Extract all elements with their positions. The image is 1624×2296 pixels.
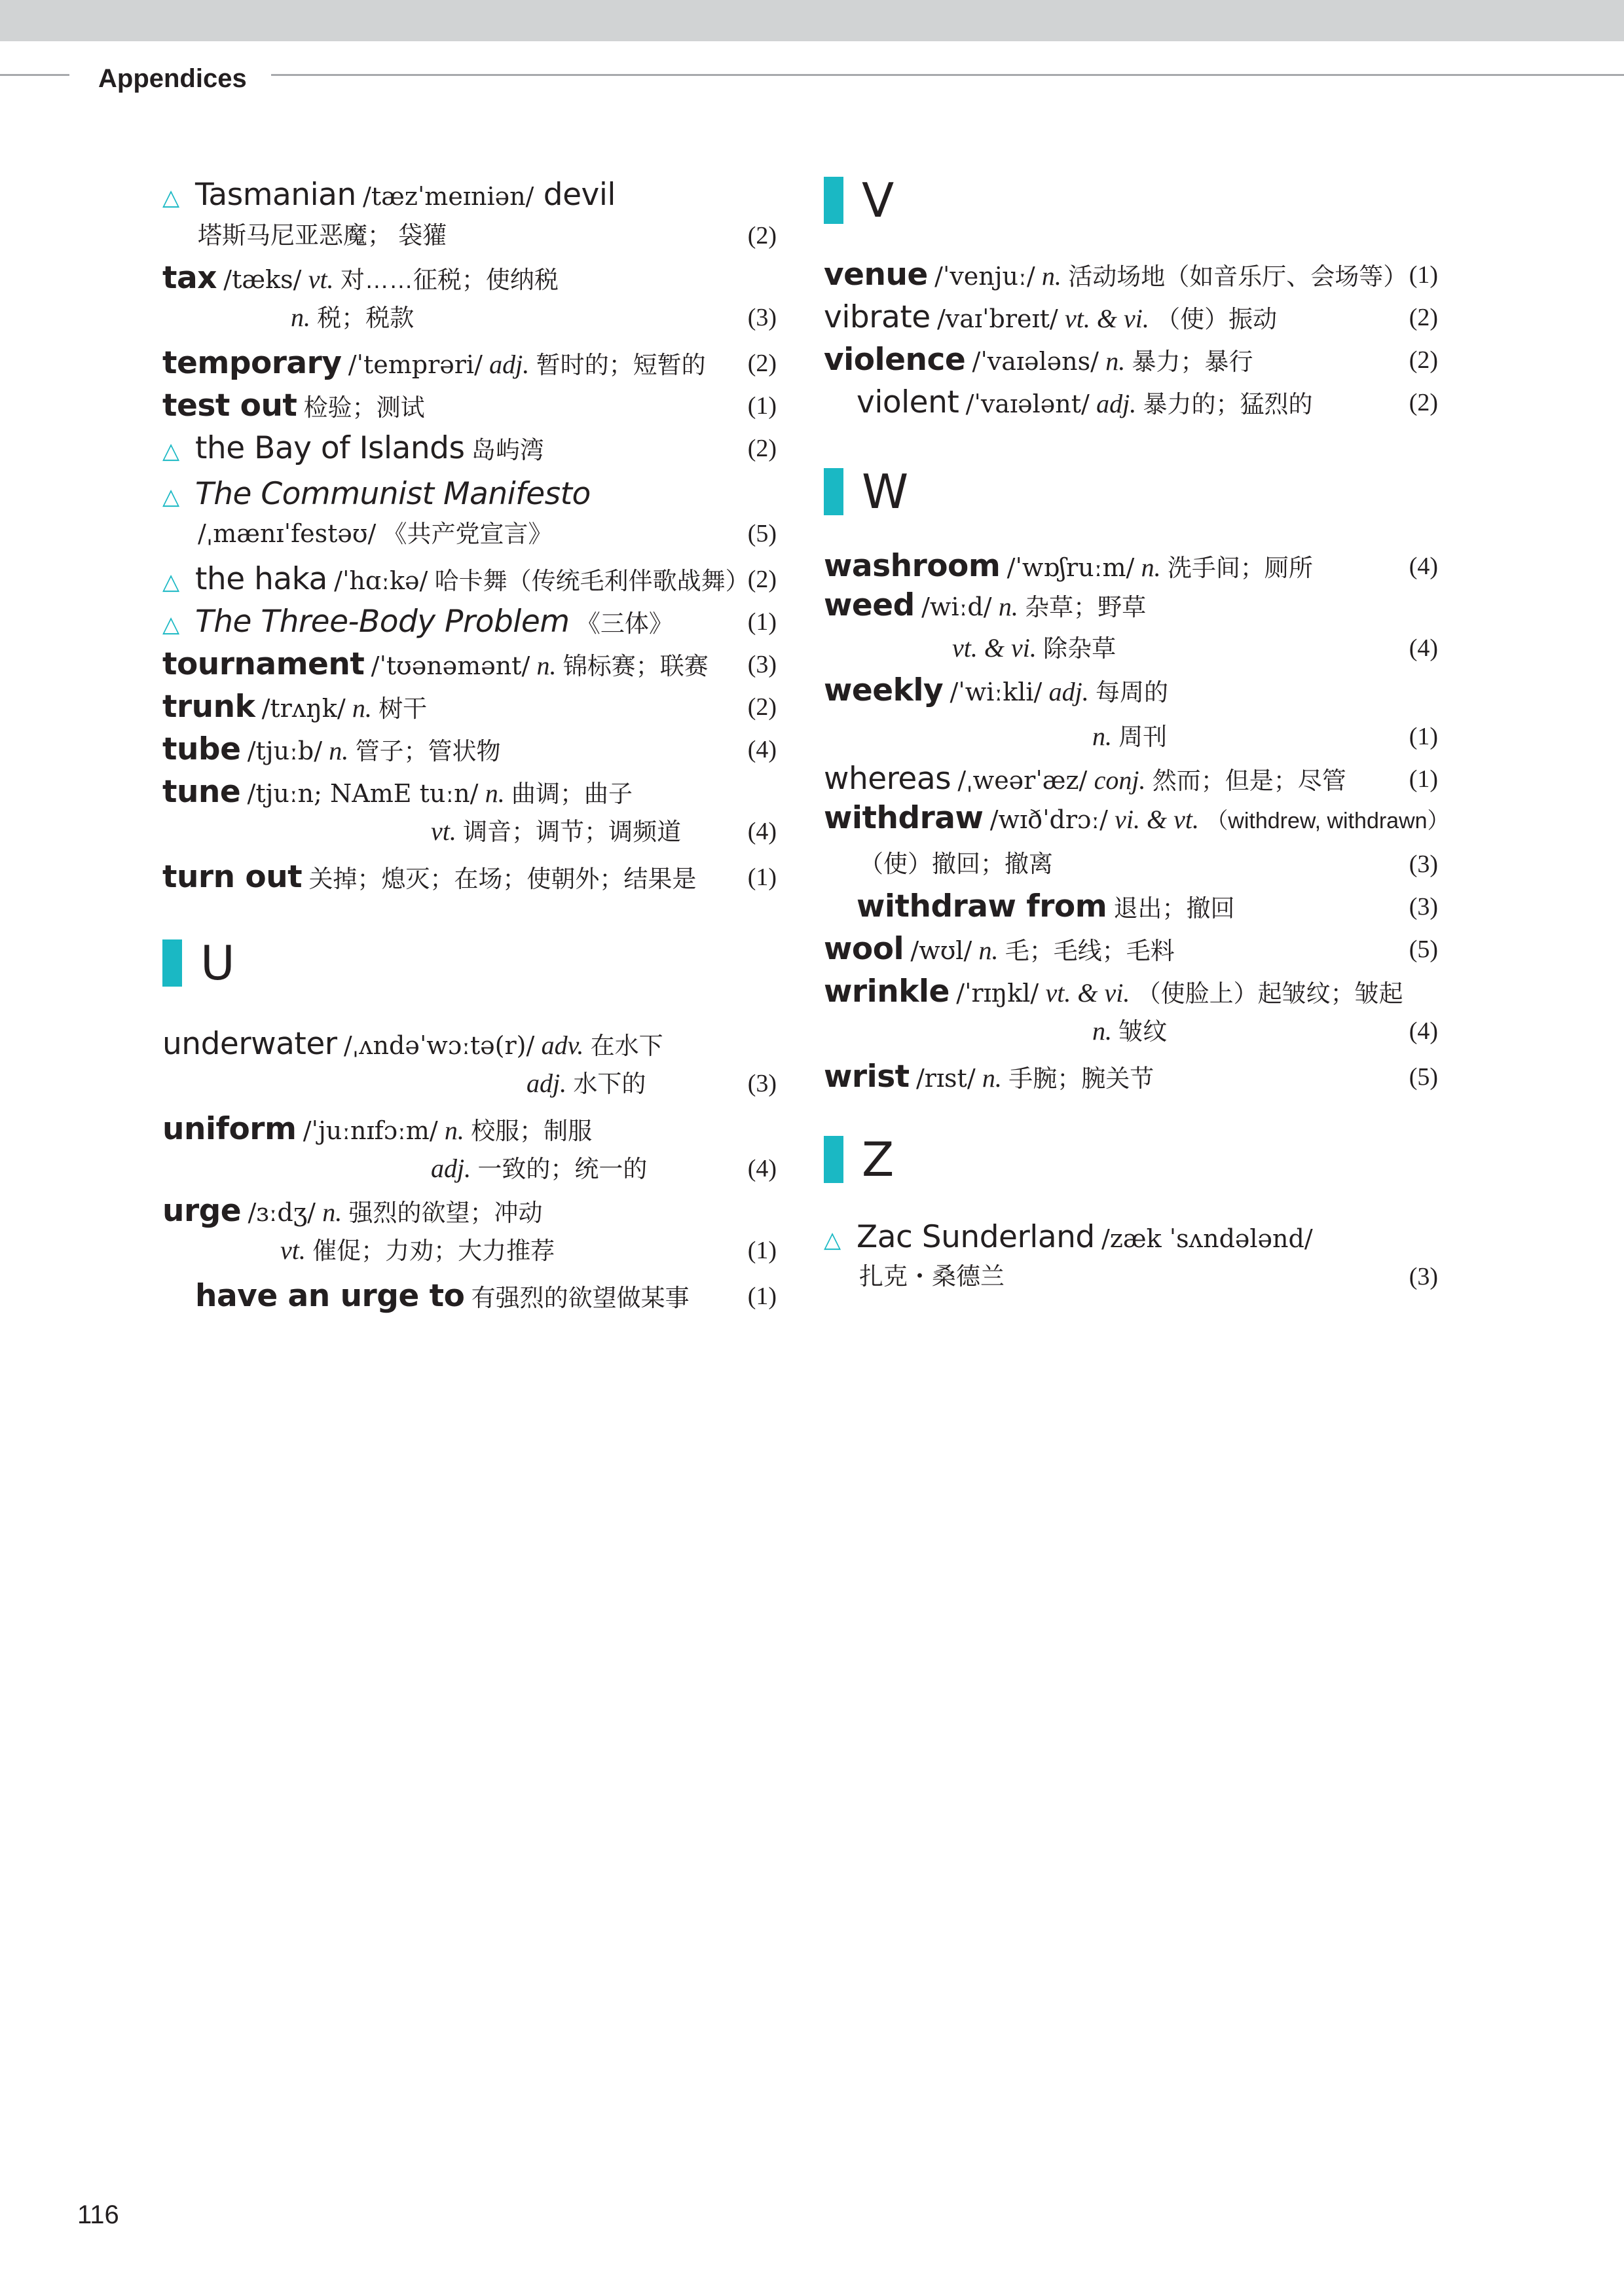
entry-text	[824, 757, 1346, 803]
chinese-definition: 一致的；统一的	[477, 1156, 648, 1182]
headword: wool	[824, 931, 904, 967]
chinese-definition: 杂草；野草	[1025, 594, 1147, 621]
unit-reference: (4)	[1409, 634, 1438, 662]
part-of-speech: n.	[352, 693, 372, 723]
entry-text	[824, 1055, 1154, 1101]
unit-reference: (3)	[1409, 893, 1438, 920]
unit-reference: (2)	[747, 435, 777, 462]
section-accent-bar	[824, 468, 843, 515]
glossary-entry-continuation	[162, 296, 777, 339]
section-letter: Z	[862, 1132, 895, 1187]
section-accent-bar	[824, 1136, 843, 1183]
entry-text	[824, 381, 1313, 426]
section-letter: U	[200, 936, 235, 991]
chinese-definition: 《共产党宣言》	[382, 520, 553, 547]
unit-reference: (5)	[1409, 1063, 1438, 1091]
triangle-marker-icon: △	[162, 612, 180, 637]
part-of-speech: adj.	[526, 1068, 567, 1098]
chinese-definition: （withdrew, withdrawn）	[1206, 809, 1450, 833]
unit-reference: (3)	[747, 651, 777, 678]
entry-text	[824, 885, 1234, 930]
headword: trunk	[162, 689, 255, 725]
headword: violent	[857, 384, 959, 420]
glossary-entry-continuation	[162, 214, 777, 257]
headword: wrist	[824, 1059, 910, 1095]
entry-text	[162, 1190, 543, 1235]
glossary-entry	[824, 381, 1438, 424]
chinese-definition: 关掉；熄灭；在场；使朝外；结果是	[308, 866, 697, 892]
chinese-definition: 皱纹	[1118, 1018, 1168, 1045]
chinese-definition: 毛；毛线；毛料	[1005, 938, 1175, 964]
section-letter: W	[862, 464, 909, 519]
headword: violence	[824, 342, 966, 378]
entry-text	[162, 1023, 663, 1068]
unit-reference: (2)	[747, 693, 777, 721]
headword: uniform	[162, 1111, 297, 1147]
phonetic: /wɪðˈdrɔː/	[989, 805, 1108, 834]
part-of-speech: vt. & vi.	[952, 633, 1037, 663]
part-of-speech: n.	[978, 936, 999, 965]
headword: the haka	[195, 561, 327, 597]
phonetic: /wiːd/	[921, 592, 992, 621]
glossary-entry	[162, 1275, 777, 1318]
triangle-marker-icon: △	[162, 185, 180, 210]
unit-reference: (2)	[747, 566, 777, 593]
phonetic: /ˈwiːkli/	[950, 678, 1043, 706]
phonetic: /ˈhɑːkə/	[334, 566, 428, 595]
unit-reference: (2)	[1409, 389, 1438, 416]
phonetic: /ˈjuːnɪfɔːm/	[303, 1116, 438, 1145]
entry-text	[198, 512, 553, 556]
phonetic: /vaɪˈbreɪt/	[936, 304, 1058, 333]
entry-text	[162, 173, 616, 219]
part-of-speech: n.	[1092, 1016, 1112, 1046]
part-of-speech: n.	[1092, 721, 1112, 751]
glossary-entry	[162, 384, 777, 428]
phonetic: /ˌʌndəˈwɔːtə(r)/	[343, 1031, 535, 1060]
unit-reference: (2)	[747, 350, 777, 377]
header-rule-left	[0, 74, 69, 76]
unit-reference: (2)	[1409, 304, 1438, 331]
header-rule-right	[271, 74, 1624, 76]
glossary-entry	[162, 643, 777, 686]
chinese-definition: 管子；管状物	[355, 738, 501, 765]
headword: weed	[824, 587, 915, 623]
unit-reference: (3)	[1409, 1263, 1438, 1290]
chinese-definition: 有强烈的欲望做某事	[471, 1285, 690, 1311]
chinese-definition: 然而；但是；尽管	[1152, 767, 1346, 794]
chinese-definition: 树干	[378, 695, 428, 722]
entry-text	[162, 342, 706, 387]
unit-reference: (1)	[747, 1283, 777, 1310]
chinese-definition: 周刊	[1118, 723, 1168, 750]
headword: withdraw from	[857, 888, 1107, 924]
glossary-entry	[162, 685, 777, 729]
glossary-entry-continuation	[824, 843, 1438, 886]
headword: tune	[162, 774, 241, 810]
glossary-entry	[162, 1190, 777, 1233]
page-number: 116	[77, 2200, 119, 2229]
chinese-definition: 强烈的欲望；冲动	[348, 1199, 543, 1226]
entry-text	[824, 584, 1146, 629]
unit-reference: (3)	[1409, 850, 1438, 878]
entry-text	[162, 771, 633, 816]
part-of-speech: n.	[1105, 346, 1126, 376]
unit-reference: (4)	[1409, 553, 1438, 580]
headword: The Three-Body Problem	[195, 604, 570, 640]
entry-text	[162, 1108, 592, 1153]
entry-text	[526, 1062, 646, 1106]
unit-reference: (3)	[747, 1070, 777, 1097]
chinese-definition: 锦标赛；联赛	[563, 653, 709, 680]
triangle-marker-icon: △	[824, 1228, 841, 1252]
entry-text	[162, 600, 673, 646]
part-of-speech: n.	[536, 651, 557, 680]
section-accent-bar	[824, 177, 843, 224]
part-of-speech: n.	[291, 302, 310, 332]
phonetic: /ˈtemprəri/	[348, 350, 483, 379]
chinese-definition: 曲调；曲子	[511, 780, 633, 807]
section-accent-bar	[162, 939, 182, 987]
part-of-speech: adj.	[1048, 677, 1089, 706]
phonetic: /ˈrɪŋkl/	[956, 979, 1039, 1008]
chinese-definition: 水下的	[573, 1070, 646, 1097]
chinese-definition: 暂时的；短暂的	[536, 352, 706, 378]
entry-text	[859, 1255, 1005, 1298]
glossary-entry	[162, 771, 777, 814]
phonetic: /wʊl/	[910, 936, 972, 965]
glossary-entry	[162, 427, 777, 470]
part-of-speech: adv.	[541, 1030, 584, 1060]
unit-reference: (2)	[747, 222, 777, 249]
chinese-definition: 活动场地（如音乐厅、会场等）	[1068, 263, 1408, 290]
headword-suffix: devil	[534, 177, 616, 213]
part-of-speech: adj.	[1096, 389, 1137, 418]
phonetic: /ˈwɒʃruːm/	[1006, 553, 1135, 582]
unit-reference: (1)	[1409, 723, 1438, 750]
chinese-definition: 洗手间；厕所	[1167, 555, 1313, 581]
headword: tax	[162, 260, 217, 296]
triangle-marker-icon: △	[162, 439, 180, 464]
part-of-speech: n.	[1041, 261, 1061, 291]
phonetic: /ˈvaɪələns/	[972, 347, 1099, 376]
unit-reference: (4)	[747, 736, 777, 763]
entry-text	[1092, 715, 1167, 759]
part-of-speech: n.	[485, 778, 505, 808]
headword: turn out	[162, 859, 303, 895]
chinese-definition: （使脸上）起皱纹；皱起	[1136, 980, 1403, 1007]
entry-text	[162, 427, 544, 473]
phonetic: /rɪst/	[915, 1064, 976, 1093]
entry-text	[291, 296, 414, 340]
entry-text	[824, 970, 1403, 1015]
glossary-entry	[824, 338, 1438, 382]
part-of-speech: vt.	[308, 264, 334, 294]
headword: temporary	[162, 345, 342, 381]
entry-text	[824, 669, 1168, 714]
glossary-entry	[824, 1216, 1438, 1259]
chinese-definition: 对……征税；使纳税	[340, 266, 559, 293]
glossary-entry	[824, 296, 1438, 339]
headword: wrinkle	[824, 974, 950, 1010]
chinese-definition: 塔斯马尼亚恶魔； 袋獾	[198, 222, 447, 249]
part-of-speech: n.	[444, 1116, 464, 1145]
entry-text	[162, 643, 709, 688]
top-gray-band	[0, 0, 1624, 41]
glossary-entry	[162, 173, 777, 217]
glossary-entry	[162, 1108, 777, 1151]
part-of-speech: vt. & vi.	[1064, 304, 1149, 333]
section-header-title: Appendices	[98, 64, 247, 93]
part-of-speech: conj.	[1094, 765, 1146, 795]
part-of-speech: adj.	[489, 350, 530, 379]
headword: the Bay of Islands	[195, 430, 465, 466]
part-of-speech: n.	[998, 592, 1018, 621]
chinese-definition: 除杂草	[1043, 635, 1116, 662]
phonetic: /ˌweərˈæz/	[957, 766, 1088, 795]
glossary-entry	[824, 797, 1450, 840]
entry-text	[162, 728, 501, 773]
chinese-definition: （使）撤回；撤离	[859, 850, 1053, 877]
glossary-entry	[824, 1055, 1438, 1099]
phonetic: /ˌmænɪˈfestəʊ/	[198, 519, 377, 548]
headword: withdraw	[824, 800, 984, 836]
chinese-definition: 税；税款	[317, 304, 415, 331]
headword: Zac Sunderland	[857, 1219, 1095, 1255]
unit-reference: (1)	[1409, 261, 1438, 289]
glossary-entry	[824, 885, 1438, 928]
phonetic: /zæk ˈsʌndələnd/	[1101, 1224, 1313, 1253]
glossary-entry-continuation	[162, 1147, 777, 1190]
unit-reference: (1)	[747, 1237, 777, 1264]
entry-text	[824, 797, 1450, 843]
chinese-definition: 手腕；腕关节	[1008, 1065, 1154, 1092]
chinese-definition: 检验；测试	[303, 394, 425, 421]
glossary-entry	[162, 1023, 777, 1066]
chinese-definition: 调音；调节；调频道	[463, 818, 682, 845]
entry-text	[162, 856, 696, 901]
phonetic: /tæks/	[223, 265, 302, 294]
entry-text	[1092, 1010, 1167, 1053]
chinese-definition: 《三体》	[576, 610, 673, 637]
part-of-speech: n.	[982, 1063, 1002, 1093]
chinese-definition: 催促；力劝；大力推荐	[312, 1237, 555, 1264]
entry-text	[431, 810, 681, 854]
chinese-definition: 扎克・桑德兰	[859, 1263, 1005, 1290]
chinese-definition: 哈卡舞（传统毛利伴歌战舞）	[434, 568, 750, 594]
part-of-speech: vt. & vi.	[1045, 978, 1130, 1008]
phonetic: /ˈvenjuː/	[934, 262, 1035, 291]
unit-reference: (1)	[747, 864, 777, 891]
entry-text	[824, 253, 1407, 299]
chinese-definition: 暴力；暴行	[1132, 348, 1253, 375]
glossary-entry-continuation	[162, 1229, 777, 1272]
glossary-entry	[824, 757, 1438, 801]
phonetic: /tjuːb/	[247, 737, 322, 765]
unit-reference: (4)	[747, 818, 777, 845]
headword: washroom	[824, 548, 1001, 584]
chinese-definition: （使）振动	[1156, 306, 1278, 333]
part-of-speech: adj.	[431, 1154, 471, 1183]
unit-reference: (1)	[1409, 765, 1438, 793]
entry-text	[162, 558, 750, 604]
glossary-entry	[162, 257, 777, 300]
glossary-entry	[162, 600, 777, 644]
chinese-definition: 暴力的；猛烈的	[1143, 391, 1313, 418]
unit-reference: (5)	[747, 520, 777, 547]
entry-text	[162, 257, 559, 302]
entry-text	[859, 843, 1053, 886]
glossary-entry-continuation	[824, 1010, 1438, 1053]
headword: underwater	[162, 1026, 337, 1062]
glossary-entry-continuation	[162, 512, 777, 555]
headword: vibrate	[824, 299, 931, 335]
glossary-entry	[162, 728, 777, 771]
part-of-speech: n.	[329, 736, 349, 765]
glossary-entry	[824, 669, 1438, 712]
headword: test out	[162, 388, 297, 424]
entry-text	[431, 1147, 647, 1191]
entry-text	[198, 214, 447, 257]
phonetic: /ɜːdʒ/	[248, 1198, 316, 1227]
entry-text	[162, 1275, 690, 1320]
unit-reference: (1)	[747, 392, 777, 420]
entry-text	[952, 627, 1116, 670]
headword: whereas	[824, 761, 951, 797]
headword: tournament	[162, 646, 365, 682]
glossary-entry-continuation	[824, 715, 1438, 758]
headword: venue	[824, 257, 928, 293]
unit-reference: (5)	[1409, 936, 1438, 963]
headword: have an urge to	[195, 1278, 465, 1314]
headword: urge	[162, 1193, 242, 1229]
section-letter: V	[862, 173, 895, 228]
entry-text	[824, 928, 1175, 973]
unit-reference: (2)	[1409, 346, 1438, 374]
chinese-definition: 岛屿湾	[471, 437, 544, 464]
glossary-entry	[824, 928, 1438, 971]
phonetic: /tjuːn; NAmE tuːn/	[247, 779, 479, 808]
entry-text	[824, 338, 1253, 384]
entry-text	[162, 384, 425, 429]
glossary-entry-continuation	[162, 1062, 777, 1105]
unit-reference: (1)	[747, 608, 777, 636]
glossary-entry	[824, 584, 1438, 627]
headword: tube	[162, 731, 241, 767]
glossary-entry	[824, 545, 1438, 588]
entry-text	[824, 296, 1277, 341]
glossary-entry	[162, 558, 777, 601]
phonetic: /ˈvaɪələnt/	[965, 390, 1090, 418]
triangle-marker-icon: △	[162, 484, 180, 509]
part-of-speech: n.	[322, 1197, 342, 1227]
glossary-entry	[824, 970, 1438, 1013]
glossary-entry	[162, 342, 777, 385]
glossary-entry-continuation	[824, 627, 1438, 670]
headword: The Communist Manifesto	[195, 476, 591, 512]
unit-reference: (3)	[747, 304, 777, 331]
triangle-marker-icon: △	[162, 570, 180, 594]
part-of-speech: vi. & vt.	[1115, 805, 1200, 834]
phonetic: /trʌŋk/	[261, 694, 346, 723]
entry-text	[824, 545, 1313, 590]
entry-text	[162, 685, 427, 731]
glossary-entry	[824, 253, 1438, 297]
phonetic: /tæzˈmeɪniən/	[363, 182, 534, 211]
glossary-entry	[162, 856, 777, 899]
glossary-entry-continuation	[162, 810, 777, 853]
glossary-entry-continuation	[824, 1255, 1438, 1298]
part-of-speech: n.	[1141, 553, 1161, 582]
headword: weekly	[824, 672, 944, 708]
entry-text	[280, 1229, 555, 1273]
chinese-definition: 退出；撤回	[1113, 895, 1235, 922]
chinese-definition: 在水下	[590, 1032, 663, 1059]
glossary-entry	[162, 473, 777, 516]
chinese-definition: 每周的	[1096, 679, 1169, 706]
phonetic: /ˈtʊənəmənt/	[371, 651, 530, 680]
headword: Tasmanian	[195, 177, 356, 213]
chinese-definition: 校服；制服	[471, 1118, 593, 1144]
part-of-speech: vt.	[280, 1235, 306, 1265]
part-of-speech: vt.	[431, 816, 456, 846]
unit-reference: (4)	[1409, 1017, 1438, 1045]
unit-reference: (4)	[747, 1155, 777, 1182]
